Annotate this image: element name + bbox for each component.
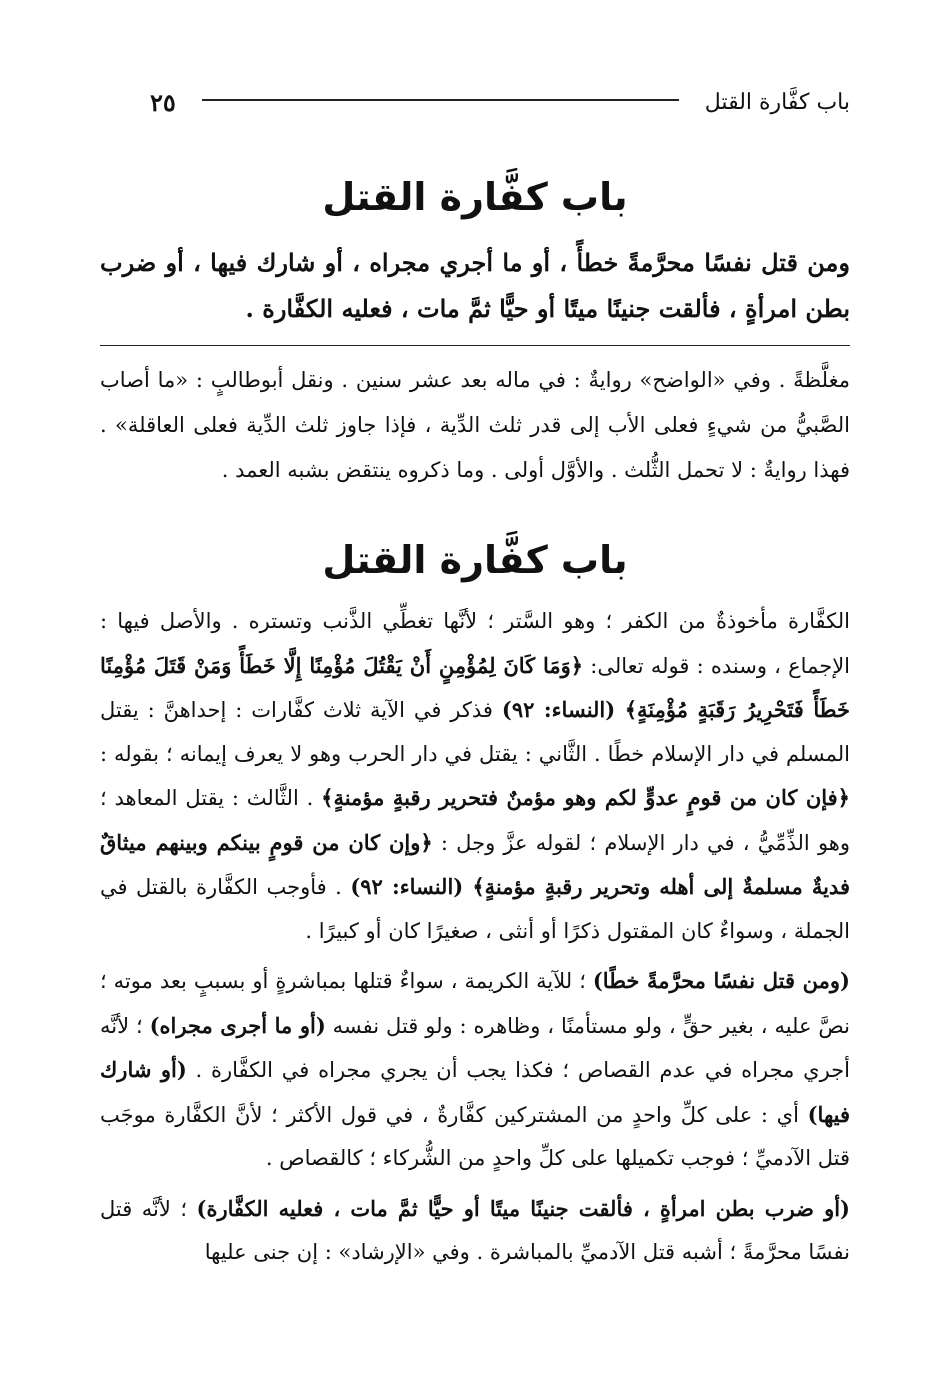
chapter-title: باب كفَّارة القتل	[322, 175, 628, 219]
commentary-text: ؛ للآية الكريمة ، سواءٌ قتلها بمباشرةٍ أو بسببٍ بعد موته ؛ نصَّ عليه ، بغير حقٍّ ، ولو مستأمنًا ، وظاهره : ولو قتل نفسه	[100, 969, 851, 1038]
commentary-paragraph-1	[100, 600, 850, 953]
commentary-text: ؛ لأنَّه قتل نفسًا محرَّمةً ؛ أشبه قتل الآدميِّ بالمباشرة . وفي «الإرشاد» : إن جنى عليها	[100, 1196, 850, 1264]
running-title: باب كفَّارة القتل	[704, 89, 850, 115]
commentary-paragraph-3	[100, 1187, 850, 1275]
page-header	[150, 82, 850, 122]
quran-quote: ﴿فإن كان من قومٍ عدوٍّ لكم وهو مؤمنٌ فتحرير رقبةٍ مؤمنةٍ﴾	[321, 785, 850, 810]
commentary-text: فذكر في الآية ثلاث كفَّارات : إحداهنَّ : يقتل المسلم في دار الإسلام خطًا . الثَّاني : يقتل في دار الحرب وهو لا يعرف إيمانه ؛ بقوله :	[100, 698, 850, 766]
page-number: ٢٥	[150, 87, 176, 117]
matn-quote: (أو ما أجرى مجراه)	[149, 1012, 326, 1038]
matn-quote: (ومن قتل نفسًا محرَّمةً خطًا)	[592, 968, 850, 993]
commentary	[100, 600, 850, 1281]
quran-quote: ﴿وَمَا كَانَ لِمُؤْمِنٍ أَنْ يَقْتُلَ مُؤْمِنًا إِلَّا خَطَأً وَمَنْ قَتَلَ مُؤْمِنًا خَطَأً فَتَحْرِيرُ رَقَبَةٍ مُؤْمِنَةٍ﴾ (النساء: ٩٢)	[100, 652, 850, 722]
quran-quote: ﴿وإن كان من قومٍ بينكم وبينهم ميثاقٌ فديةٌ مسلمةٌ إلى أهله وتحرير رقبةٍ مؤمنةٍ﴾ (النساء: ٩٢)	[100, 829, 850, 899]
commentary-text: . فأوجب الكفَّارة بالقتل في الجملة ، وسواءٌ كان المقتول ذكرًا أو أنثى ، صغيرًا كان أو كبيرًا .	[100, 875, 850, 943]
matn-quote: (أو شارك فيها)	[100, 1057, 850, 1127]
commentary-paragraph-2	[100, 959, 850, 1181]
section-title: باب كفَّارة القتل	[322, 538, 628, 582]
commentary-text: . الثَّالث : يقتل المعاهد ؛ وهو الذِّمِّيُّ ، في دار الإسلام ؛ لقوله عزَّ وجل :	[100, 786, 851, 855]
commentary-text: أي : على كلِّ واحدٍ من المشتركين كفَّارةٌ ، في قول الأكثر ؛ لأنَّ الكفَّارة موجَب قتل الآدميِّ ؛ فوجب تكميلها على كلِّ واحدٍ من الشُّركاء ؛ كالقصاص .	[100, 1102, 850, 1170]
commentary-text: الكفَّارة مأخوذةٌ من الكفر ؛ وهو السَّتر ؛ لأنَّها تغطِّي الذَّنب وتستره . والأصل فيها : الإجماع ، وسنده : قوله تعالى:	[100, 609, 851, 678]
previous-commentary: مغلَّظةً . وفي «الواضح» روايةٌ : في ماله بعد عشر سنين . ونقل أبوطالبٍ : «ما أصاب الصَّبيُّ من شيءٍ فعلى الأب إلى قدر ثلث الدِّية ، فإذا جاوز ثلث الدِّية فعلى العاقلة» . فهذا روايةٌ : لا تحمل الثُّلث . والأوَّل أولى . وما ذكروه ينتقض بشبه العمد .	[100, 368, 850, 482]
section-divider	[100, 345, 850, 346]
header-rule	[202, 99, 679, 101]
matn-text: ومن قتل نفسًا محرَّمةً خطأً ، أو ما أجري مجراه ، أو شارك فيها ، أو ضرب بطن امرأةٍ ، فألقت جنينًا ميتًا أو حيًّا ثمَّ مات ، فعليه الكفَّارة .	[100, 248, 850, 323]
commentary-text: ؛ لأنَّه أجري مجراه في عدم القصاص ؛ فكذا يجب أن يجري مجراه في الكفَّارة .	[100, 1013, 850, 1082]
matn-quote: (أو ضرب بطن امرأةٍ ، فألقت جنينًا ميتًا أو حيًّا ثمَّ مات ، فعليه الكفَّارة)	[196, 1195, 850, 1221]
